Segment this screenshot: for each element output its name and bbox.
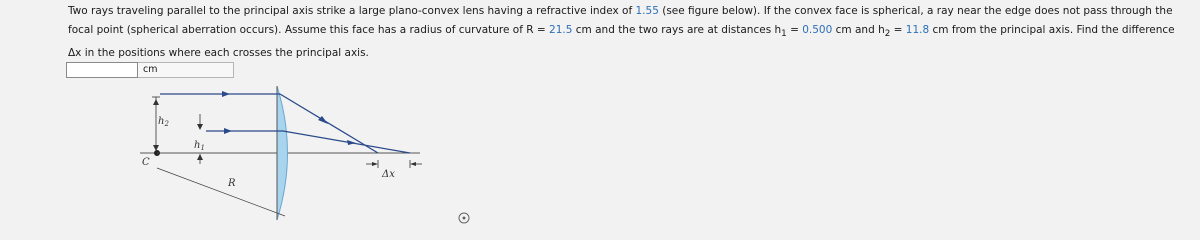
h1-label: $h_1$	[194, 140, 205, 152]
center-label: C	[142, 157, 150, 168]
h2-value: 11.8	[905, 24, 930, 36]
problem-text-6: =	[890, 24, 906, 36]
problem-text-5: cm and h	[832, 24, 885, 36]
problem-text-4: =	[786, 24, 803, 36]
problem-text-1: Two rays traveling parallel to the principal axis strike a large plano-convex lens having a refractive index of	[68, 5, 636, 17]
info-icon[interactable]	[458, 212, 470, 224]
radius-dimension-line	[157, 168, 285, 216]
radius-label: R	[228, 178, 236, 189]
problem-text-3: cm and the two rays are at distances h	[572, 24, 782, 36]
ray-h2-arrow-icon	[222, 91, 230, 97]
problem-text-2: (see figure below). If the convex face is spherical, a ray near the edge does not pass through the focal point (spherical aberration occurs). Assume this face has a radius of curvature of R =	[68, 5, 1173, 36]
problem-text-7: cm from the principal axis. Find the difference Δx in the positions where each crosses the principal axis.	[68, 24, 1175, 60]
ray-h2-refracted	[280, 94, 378, 153]
delta-x-label: Δx	[382, 169, 395, 180]
h2-arrow-icon	[153, 99, 159, 105]
radius-value: 21.5	[549, 24, 573, 36]
h1-arrow-icon	[197, 124, 203, 130]
h2-label: $h_2$	[158, 116, 169, 128]
answer-row	[66, 62, 234, 78]
h2-subscript: 2	[884, 29, 891, 40]
ray-h1-arrow-icon	[224, 128, 232, 134]
refractive-index-value: 1.55	[635, 5, 659, 17]
h1-value: 0.500	[802, 24, 833, 36]
lens	[277, 86, 288, 220]
unit-label: cm	[138, 62, 234, 78]
lens-figure	[120, 80, 480, 221]
problem-statement	[68, 2, 1188, 63]
lens-diagram	[120, 80, 480, 221]
h1-subscript: 1	[781, 29, 787, 40]
answer-input[interactable]	[66, 62, 138, 78]
